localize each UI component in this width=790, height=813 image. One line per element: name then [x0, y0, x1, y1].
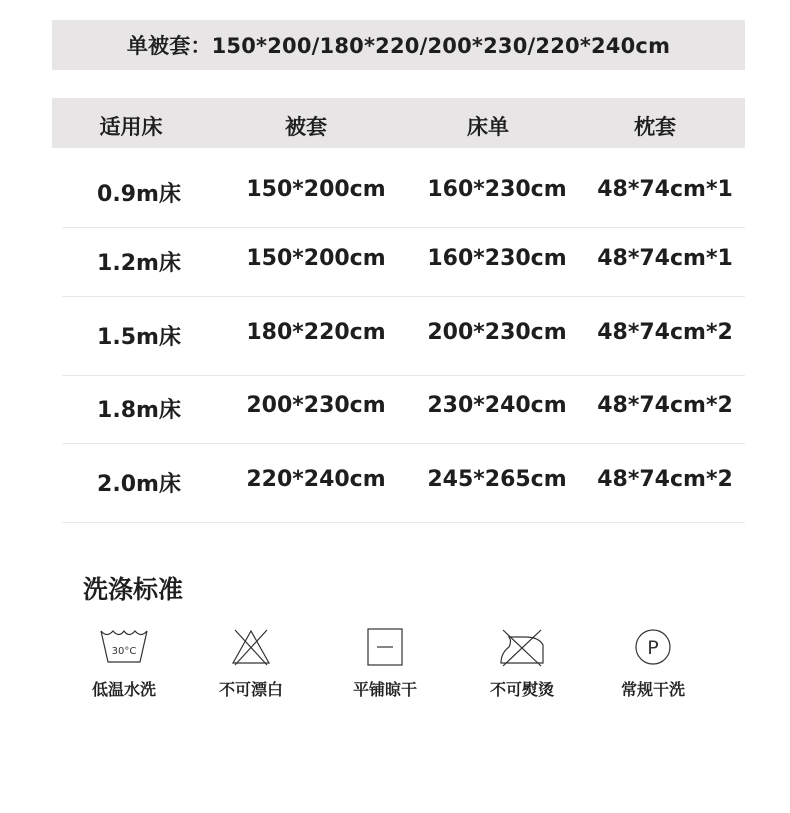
cell-bed-sheet: 160*230cm [427, 177, 567, 202]
washing-standard-title: 洗涤标准 [83, 575, 184, 604]
size-table-header [52, 98, 745, 148]
cell-pillowcase: 48*74cm*1 [597, 246, 733, 271]
cell-duvet-cover: 150*200cm [246, 246, 386, 271]
row-divider [62, 296, 745, 297]
header-pillowcase: 枕套 [634, 115, 676, 139]
care-label: 不可漂白 [218, 680, 283, 699]
cell-duvet-cover: 180*220cm [246, 320, 386, 345]
cell-bed-sheet: 245*265cm [427, 467, 567, 492]
cell-pillowcase: 48*74cm*1 [597, 177, 733, 202]
header-bed: 适用床 [99, 115, 163, 139]
care-label: 低温水洗 [91, 680, 156, 699]
header-bed-sheet: 床单 [467, 115, 509, 139]
cell-bed-size: 1.8m床 [97, 398, 181, 423]
no-iron-icon [462, 627, 582, 667]
care-label: 平铺晾干 [352, 680, 417, 699]
care-item-dry-clean [593, 627, 713, 700]
care-item-low-temp-wash [64, 627, 184, 700]
cell-bed-size: 0.9m床 [97, 182, 181, 207]
cell-bed-size: 1.2m床 [97, 251, 181, 276]
dry-clean-p-icon [593, 627, 713, 667]
care-item-no-iron [462, 627, 582, 700]
cell-duvet-cover: 150*200cm [246, 177, 386, 202]
care-label: 不可熨烫 [489, 680, 554, 699]
dry-flat-icon [325, 627, 445, 667]
size-banner: 单被套：150*200/180*220/200*230/220*240cm [52, 20, 745, 70]
cell-bed-size: 1.5m床 [97, 325, 181, 350]
row-divider [62, 522, 745, 523]
row-divider [62, 443, 745, 444]
no-bleach-icon [191, 627, 311, 667]
cell-pillowcase: 48*74cm*2 [597, 393, 733, 418]
cell-duvet-cover: 200*230cm [246, 393, 386, 418]
dry-clean-mark: P [647, 637, 659, 659]
cell-pillowcase: 48*74cm*2 [597, 320, 733, 345]
row-divider [62, 227, 745, 228]
cell-bed-size: 2.0m床 [97, 472, 181, 497]
care-label: 常规干洗 [620, 680, 685, 699]
cell-bed-sheet: 200*230cm [427, 320, 567, 345]
wash-30c-icon [64, 627, 184, 667]
cell-bed-sheet: 230*240cm [427, 393, 567, 418]
care-item-dry-flat [325, 627, 445, 700]
care-item-no-bleach [191, 627, 311, 700]
wash-temp-mark: 30°C [111, 646, 137, 657]
cell-duvet-cover: 220*240cm [246, 467, 386, 492]
row-divider [62, 375, 745, 376]
cell-pillowcase: 48*74cm*2 [597, 467, 733, 492]
cell-bed-sheet: 160*230cm [427, 246, 567, 271]
header-duvet-cover: 被套 [285, 115, 327, 139]
